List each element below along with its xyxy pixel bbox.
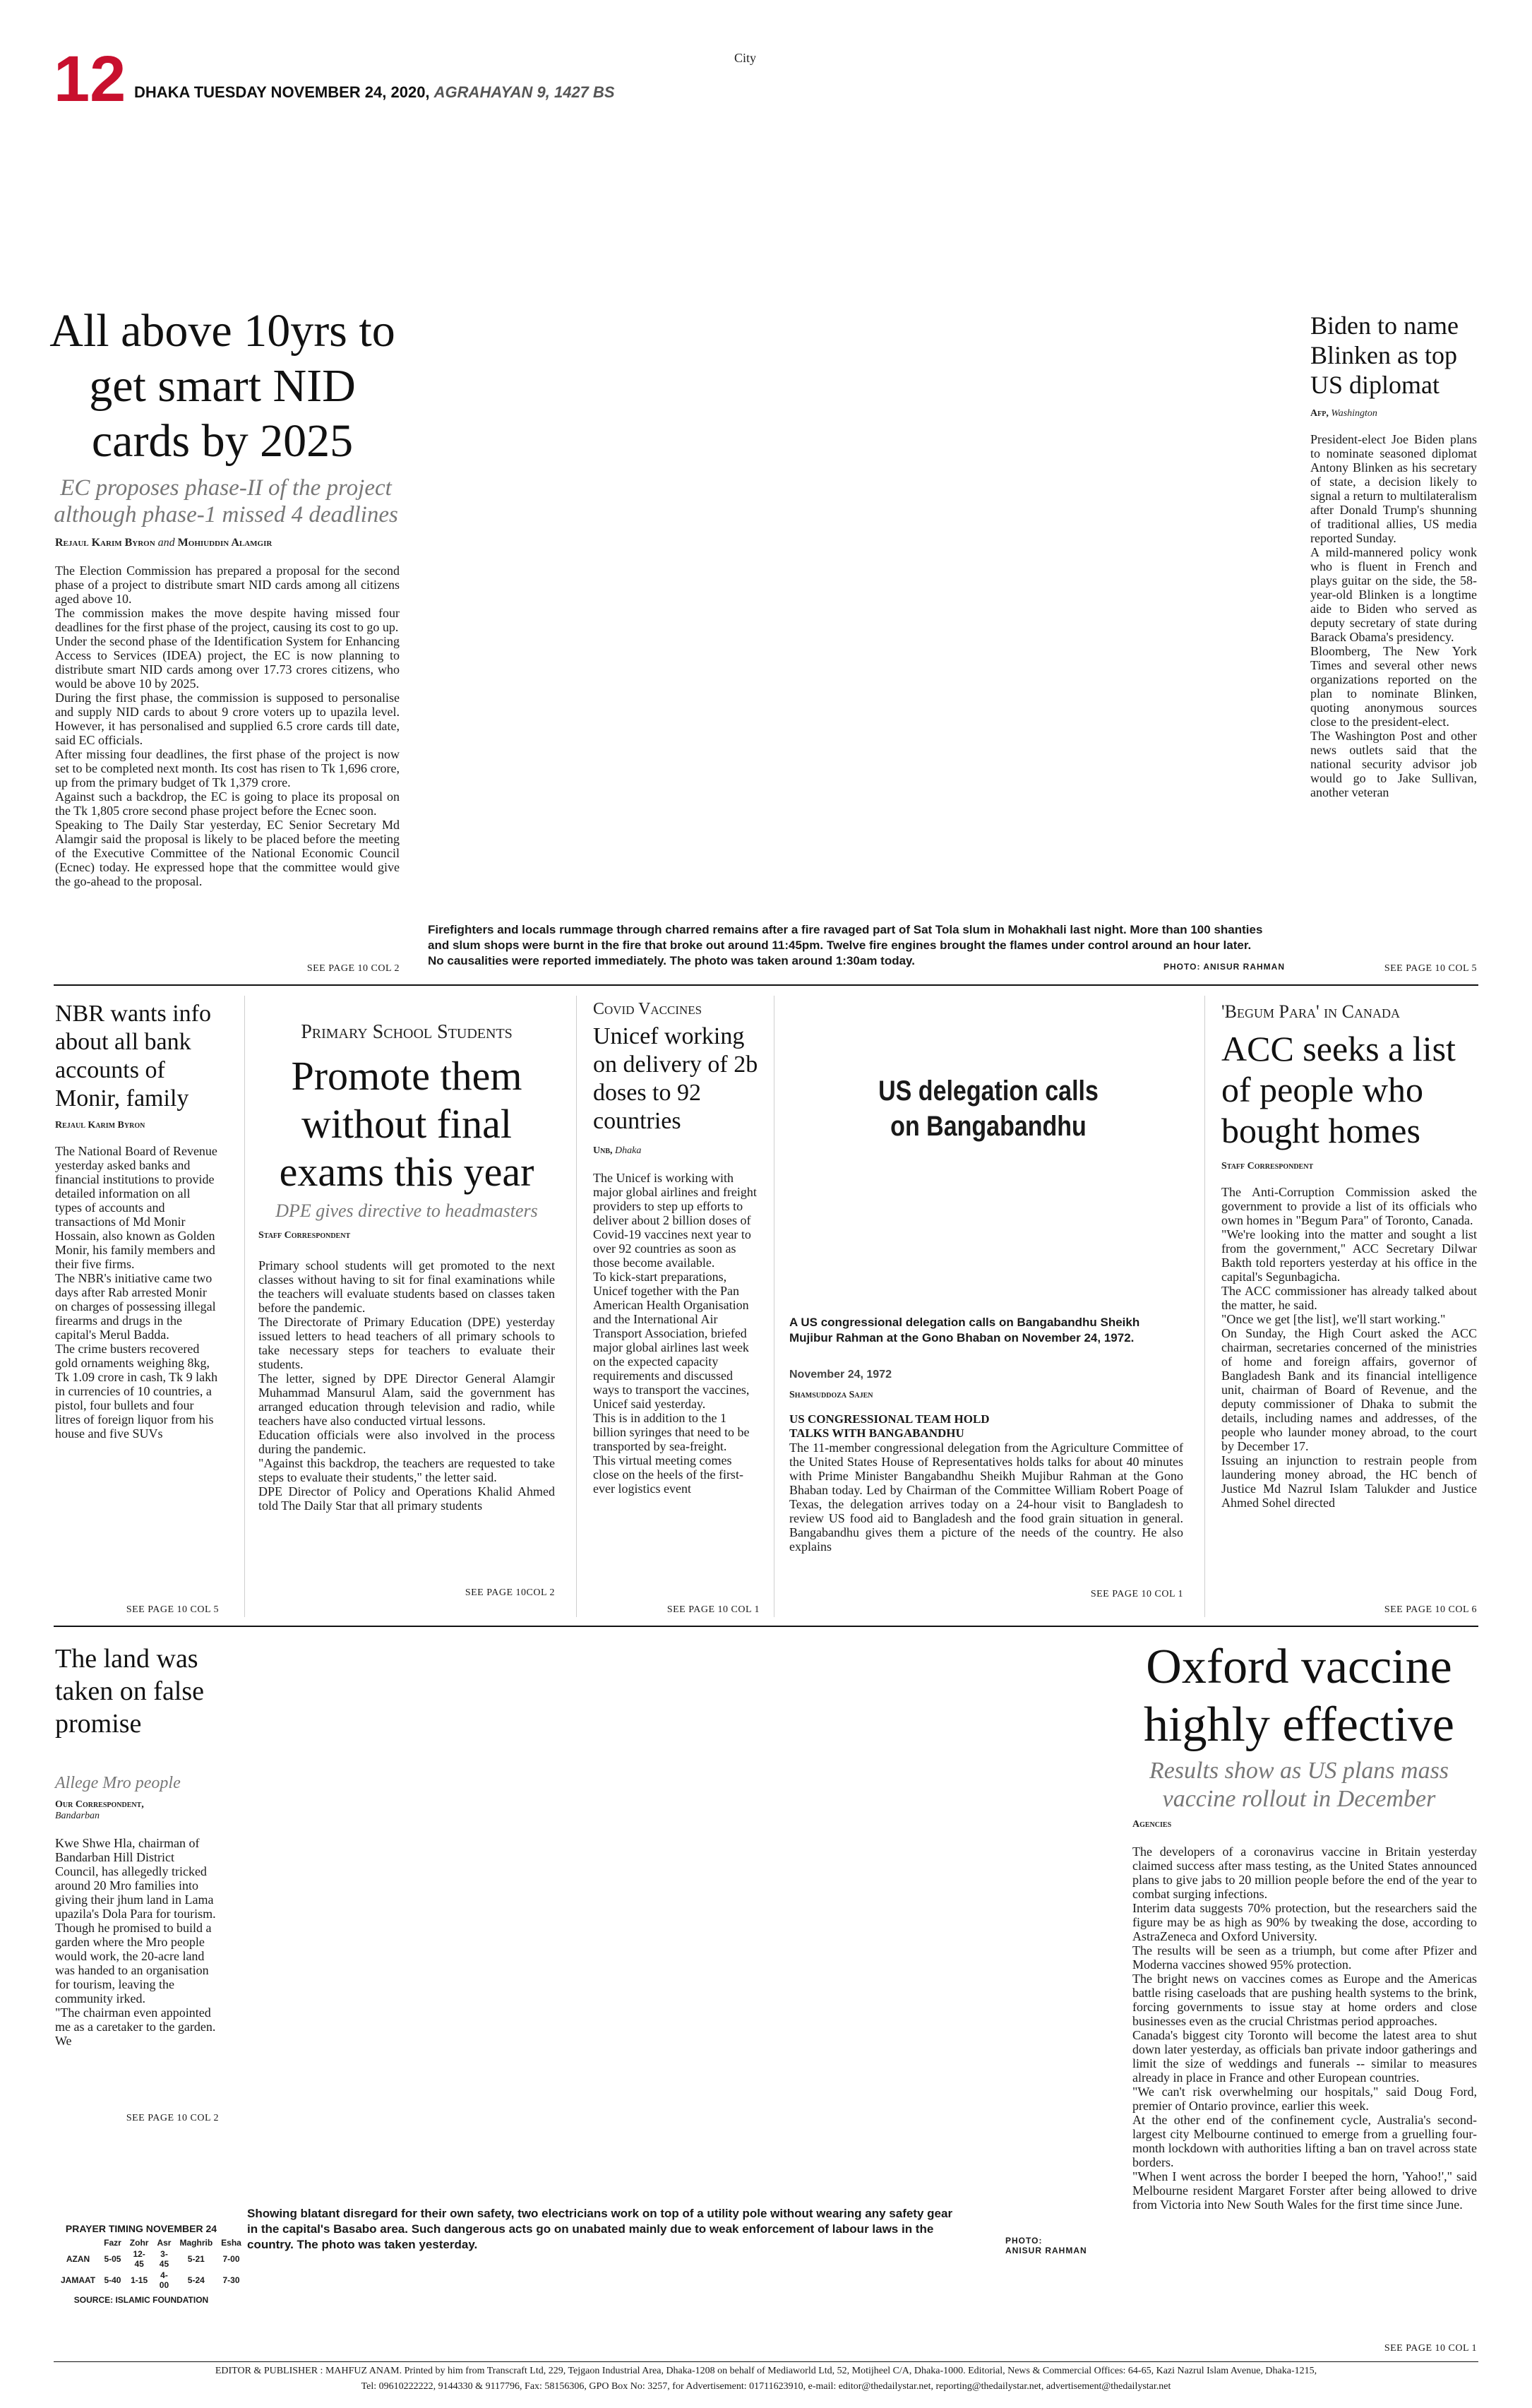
prayer-timing-source: SOURCE: ISLAMIC FOUNDATION (73, 2295, 209, 2305)
land-byline-author: Our Correspondent, (55, 1799, 144, 1810)
nid-byline-author-1: Rejaul Karim Byron (55, 537, 155, 549)
prayer-cell: 5-05 (104, 2254, 121, 2264)
prayer-cell: 4-00 (159, 2270, 169, 2290)
acc-body: The Anti-Corruption Commission asked the government to provide a list of its officials who own homes in "Begum Para" of Toronto, Canada. "We're looking into the matter and sought a list from the government," ACC Secretary Dilwar Bakth told reporters yesterday at his office in the capital's Segunbagicha. The ACC commissioner has already talked about the matter, he said. "Once we get [the list], we'll start working." On Sunday, the High Court asked the ACC chairman, secretaries concerned of the ministries of home and foreign affairs, governor of Bangladesh Bank and its financial intelligence unit, chairman of Board of Revenue, and the deputy commissioner of Dhaka to submit the details, including names and addresses, of the people who launder money abroad, to the court by December 17. Issuing an injunction to restrain people from laundering money abroad, the HC bench of Justice Md Nazrul Islam Talukder and Justice Ahmed Sohel directed (1221, 1185, 1477, 1510)
land-byline-place: Bandarban (55, 1811, 100, 1821)
unicef-headline: Unicef working on delivery of 2b doses to 92 countries (593, 1023, 758, 1134)
us-delegation-subhead: US CONGRESSIONAL TEAM HOLD TALKS WITH BANGABANDHU (789, 1412, 990, 1440)
prayer-cell: 5-24 (187, 2275, 205, 2285)
page-number: 12 (54, 43, 126, 115)
nid-see-page[interactable]: SEE PAGE 10 COL 2 (306, 963, 400, 974)
column-divider (244, 996, 245, 1617)
prayer-timing-row (56, 2270, 246, 2291)
pole-photo-caption: Showing blatant disregard for their own safety, two electricians work on top of a utility pole without wearing any safety gear in the capital's Basabo area. Such dangerous acts go on unabated mainly due to weak enforcement of labour laws in the country. The photo was taken yesterday. (247, 2207, 953, 2251)
primary-byline: Staff Correspondent (258, 1230, 351, 1241)
prayer-timing-title: PRAYER TIMING NOVEMBER 24 (65, 2223, 217, 2234)
section-rule-2 (54, 1626, 1478, 1627)
prayer-cell: 7-30 (222, 2275, 240, 2285)
land-body: Kwe Shwe Hla, chairman of Bandarban Hill District Council, has allegedly tricked around 20 Mro families into giving their jhum land in Lama upazila's Dola Para for tourism. Though he promised to build a garden where the Mro people would work, the 20-acre land was handed to an organisation for tourism, leaving the community irked. "The chairman even appointed me as a caretaker to the garden. We (55, 1836, 216, 2048)
nbr-body: The National Board of Revenue yesterday asked banks and financial institutions to provide detailed information on all types of accounts and transactions of Md Monir Hossain, also known as Golden Monir, his family members and their five firms. The NBR's initiative came two days after Rab arrested Monir on charges of possessing illegal firearms and drugs in the capital's Merul Badda. The crime busters recovered gold ornaments weighing 8kg, Tk 1.09 crore in cash, Tk 9 lakh in currencies of 10 countries, a pistol, four bullets and four litres of foreign liquor from his house and five SUVs (55, 1144, 218, 1441)
nid-byline-author-2: Mohiuddin Alamgir (177, 537, 273, 549)
oxford-see-page[interactable]: SEE PAGE 10 COL 1 (1384, 2343, 1477, 2354)
land-see-page[interactable]: SEE PAGE 10 COL 2 (126, 2113, 219, 2123)
prayer-timing-row (56, 2248, 246, 2270)
nid-body: The Election Commission has prepared a proposal for the second phase of a project to distribute smart NID cards among all citizens aged above 10. The commission makes the move despite having missed four deadlines for the first phase of the project, causing its cost to go up. Under the second phase of the Identification System for Enhancing Access to Services (IDEA) project, the EC is now planning to distribute smart NID cards among over 17.73 crores citizens, who would be above 10 by 2025. During the first phase, the commission is supposed to personalise and supply NID cards to about 9 crore voters up to upazila level. However, it has personalised and supplied 6.5 crore cards till date, said EC officials. After missing four deadlines, the first phase of the project is now set to be completed next month. Its cost has risen to Tk 1,696 crore, up from the primary budget of Tk 1,379 crore. Against such a backdrop, the EC is going to place its proposal on the Tk 1,805 crore second phase project before the Ecnec soon. Speaking to The Daily Star yesterday, EC Senior Secretary Md Alamgir said the proposal is likely to be placed before the meeting of the Executive Committee of the National Economic Council (Ecnec) today. He expressed hope that the committee would give the go-ahead to the proposal. (55, 564, 400, 888)
footer-rule (54, 2361, 1478, 2362)
primary-headline: Promote them without final exams this year (279, 1053, 534, 1195)
primary-see-page[interactable]: SEE PAGE 10COL 2 (465, 1587, 555, 1598)
acc-kicker: 'Begum Para' in Canada (1221, 1001, 1401, 1022)
land-headline: The land was taken on false promise (55, 1644, 205, 1739)
prayer-cell: 1-15 (131, 2275, 148, 2285)
pole-photo-credit (1005, 2236, 1104, 2255)
biden-byline-agency: Afp, (1310, 408, 1329, 419)
prayer-timing-box (56, 2223, 241, 2305)
column-divider (576, 996, 577, 1617)
prayer-cell: 5-40 (104, 2275, 121, 2285)
nid-headline: All above 10yrs to get smart NID cards by 2025 (49, 305, 395, 467)
land-byline (55, 1799, 239, 1822)
biden-headline: Biden to name Blinken as top US diplomat (1310, 311, 1459, 399)
biden-see-page[interactable]: SEE PAGE 10 COL 5 (1384, 963, 1477, 974)
prayer-cell: 12-45 (133, 2249, 145, 2269)
nbr-byline: Rejaul Karim Byron (55, 1120, 145, 1131)
oxford-body: The developers of a coronavirus vaccine in Britain yesterday claimed success after mass testing, as the United States announced plans to give jabs to 20 million people before the end of the year to combat surging infections. Interim data suggests 70% protection, but the researchers said the figure may be as high as 90% by tweaking the dose, according to AstraZeneca and Oxford University. The results will be seen as a triumph, but come after Pfizer and Moderna vaccines showed 95% protection. The bright news on vaccines comes as Europe and the Americas battle rising caseloads that are pushing health systems to the brink, forcing governments to issue stay at home orders and close businesses even as the crucial Christmas period approaches. Canada's biggest city Toronto will become the latest area to shut down later yesterday, as officials ban private indoor gatherings and limit the size of weddings and funerals -- similar to measures already in place in France and other European countries. "We can't risk overwhelming our hospitals," said Doug Ford, premier of Ontario province, earlier this week. At the other end of the confinement cycle, Australia's second-largest city Melbourne continued to emerge from a gruelling four-month lockdown with authorities lifting a ban on travel across state borders. "When I went across the border I beeped the horn, 'Yahoo!'," said Melbourne resident Margaret Forster after being allowed to drive from Victoria into New South Wales for the first time since June. (1132, 1844, 1477, 2212)
acc-byline: Staff Correspondent (1221, 1161, 1314, 1172)
us-delegation-headline: US delegation calls on Bangabandhu (878, 1075, 1099, 1142)
biden-byline-place: Washington (1331, 408, 1377, 419)
primary-deck: DPE gives directive to headmasters (275, 1200, 538, 1221)
prayer-cell: JAMAAT (61, 2275, 96, 2285)
unicef-see-page[interactable]: SEE PAGE 10 COL 1 (666, 1604, 760, 1615)
pole-photo-credit-name: ANISUR RAHMAN (1005, 2246, 1087, 2255)
prayer-header-cell: Zohr (129, 2238, 149, 2248)
us-delegation-caption: A US congressional delegation calls on Bangabandhu Sheikh Mujibur Rahman at the Gono Bhaban on November 24, 1972. (789, 1316, 1140, 1345)
unicef-byline-agency: Unb, (593, 1145, 613, 1156)
oxford-byline: Agencies (1132, 1819, 1172, 1830)
fire-photo-credit: PHOTO: ANISUR RAHMAN (1163, 962, 1285, 972)
section-rule-1 (54, 984, 1478, 986)
prayer-timing-table (56, 2237, 246, 2291)
acc-headline: ACC seeks a list of people who bought homes (1221, 1029, 1456, 1150)
oxford-deck: Results show as US plans mass vaccine rollout in December (1149, 1758, 1449, 1812)
section-label: City (734, 51, 757, 65)
us-delegation-byline: Shamsuddoza Sajen (789, 1390, 873, 1400)
prayer-timing-header-row (56, 2237, 246, 2248)
fire-photo-caption: Firefighters and locals rummage through charred remains after a fire ravaged part of Sat Tola slum in Mohakhali last night. More than 100 shanties and slum shops were burnt in the fire that broke out around 11:45pm. Twelve fire engines brought the flames under control around an hour later. No causalities were reported immediately. The photo was taken around 1:30am today. (428, 923, 1263, 967)
primary-body: Primary school students will get promoted to the next classes without having to sit for final examinations while the teachers will evaluate students based on classes taken before the pandemic. The Directorate of Primary Education (DPE) yesterday issued letters to head teachers of all primary schools to take necessary steps for teachers to evaluate their students. The letter, signed by DPE Director General Alamgir Muhammad Mansurul Alam, said the government has arranged education through television and radio, while teachers have also conducted virtual lessons. Education officials were also involved in the process during the pandemic. "Against this backdrop, the teachers are requested to take steps to evaluate their students," the letter said. DPE Director of Policy and Operations Khalid Ahmed told The Daily Star that all primary students (258, 1258, 555, 1513)
nbr-headline: NBR wants info about all bank accounts of Monir, family (55, 1001, 211, 1111)
prayer-cell: 3-45 (159, 2249, 169, 2269)
prayer-cell: 5-21 (187, 2254, 205, 2264)
acc-see-page[interactable]: SEE PAGE 10 COL 6 (1384, 1604, 1477, 1615)
prayer-header-cell: Esha (221, 2238, 241, 2248)
primary-kicker: Primary School Students (301, 1021, 513, 1043)
imprint-line-1: EDITOR & PUBLISHER : MAHFUZ ANAM. Printed by him from Transcraft Ltd, 229, Tejgaon Industrial Area, Dhaka-1208 on behalf of Mediaworld Ltd, 52, Motijheel C/A, Dhaka-1000. Editorial, News & Commercial Offices: 64-65, Kazi Nazrul Islam Avenue, Dhaka-1215, (215, 2366, 1317, 2376)
prayer-header-cell: Fazr (104, 2238, 121, 2248)
prayer-header-cell (56, 2237, 100, 2248)
nbr-see-page[interactable]: SEE PAGE 10 COL 5 (126, 1604, 219, 1615)
us-delegation-date: November 24, 1972 (789, 1369, 892, 1381)
unicef-byline-place: Dhaka (615, 1145, 642, 1156)
column-divider (1204, 996, 1205, 1617)
nid-deck: EC proposes phase-II of the project although phase-1 missed 4 deadlines (54, 475, 398, 528)
biden-byline (1310, 408, 1377, 419)
nid-byline-and: and (157, 537, 175, 549)
biden-body: President-elect Joe Biden plans to nominate seasoned diplomat Antony Blinken as his secretary of state, a decision likely to signal a return to multilateralism after Donald Trump's shunning of traditional allies, US media reported Sunday. A mild-mannered policy wonk who is fluent in French and plays guitar on the side, the 58-year-old Blinken is a longtime aide to Biden who served as deputy secretary of state during Barack Obama's presidency. Bloomberg, The New York Times and several other news organizations reported on the plan to nominate Blinken, quoting anonymous sources close to the president-elect. The Washington Post and other news outlets said that the national security advisor job would go to Jake Sullivan, another veteran (1310, 432, 1477, 799)
pole-photo-credit-label: PHOTO: (1005, 2236, 1043, 2246)
dateline-bangla: AGRAHAYAN 9, 1427 BS (433, 83, 615, 101)
us-delegation-see-page[interactable]: SEE PAGE 10 COL 1 (1090, 1589, 1183, 1599)
unicef-kicker: Covid Vaccines (593, 1000, 702, 1018)
prayer-cell: 7-00 (222, 2254, 240, 2264)
us-delegation-body: The 11-member congressional delegation from the Agriculture Committee of the United States House of Representatives holds talks for about 40 minutes with Prime Minister Bangabandhu Sheikh Mujibur Rahman at the Gono Bhaban today. Led by Chairman of the Committee William Robert Poage of Texas, the delegation arrives today on a 24-hour visit to Bangladesh to review US food aid to Bangladesh and the food grain situation in general. Bangabandhu gives them a picture of the needs of the country. He also explains (789, 1441, 1183, 1554)
unicef-body: The Unicef is working with major global airlines and freight providers to step up efforts to deliver about 2 billion doses of Covid-19 vaccines next year to over 92 countries as soon as those become available. To kick-start preparations, Unicef together with the Pan American Health Organisation and the International Air Transport Association, briefed major global airlines last week on the expected capacity requirements and discussed ways to transport the vaccines, Unicef said yesterday. This is in addition to the 1 billion syringes that need to be transported by sea-freight. This virtual meeting comes close on the heels of the first-ever logistics event (593, 1171, 757, 1496)
dateline (134, 83, 615, 102)
nid-byline (55, 537, 272, 549)
imprint-line-2: Tel: 09610222222, 9144330 & 9117796, Fax: 58156306, GPO Box No: 3257, for Advertisement: 01711623910, e-mail: editor@thedailystar.net, reporting@thedailystar.net, advertisement@thedailystar.net (361, 2381, 1171, 2392)
unicef-byline (593, 1145, 641, 1157)
land-deck: Allege Mro people (55, 1774, 181, 1792)
prayer-cell: AZAN (66, 2254, 90, 2264)
oxford-headline: Oxford vaccine highly effective (1144, 1640, 1454, 1752)
prayer-header-cell: Maghrib (179, 2238, 213, 2248)
dateline-date: DHAKA TUESDAY NOVEMBER 24, 2020, (134, 83, 430, 101)
prayer-header-cell: Asr (157, 2238, 172, 2248)
